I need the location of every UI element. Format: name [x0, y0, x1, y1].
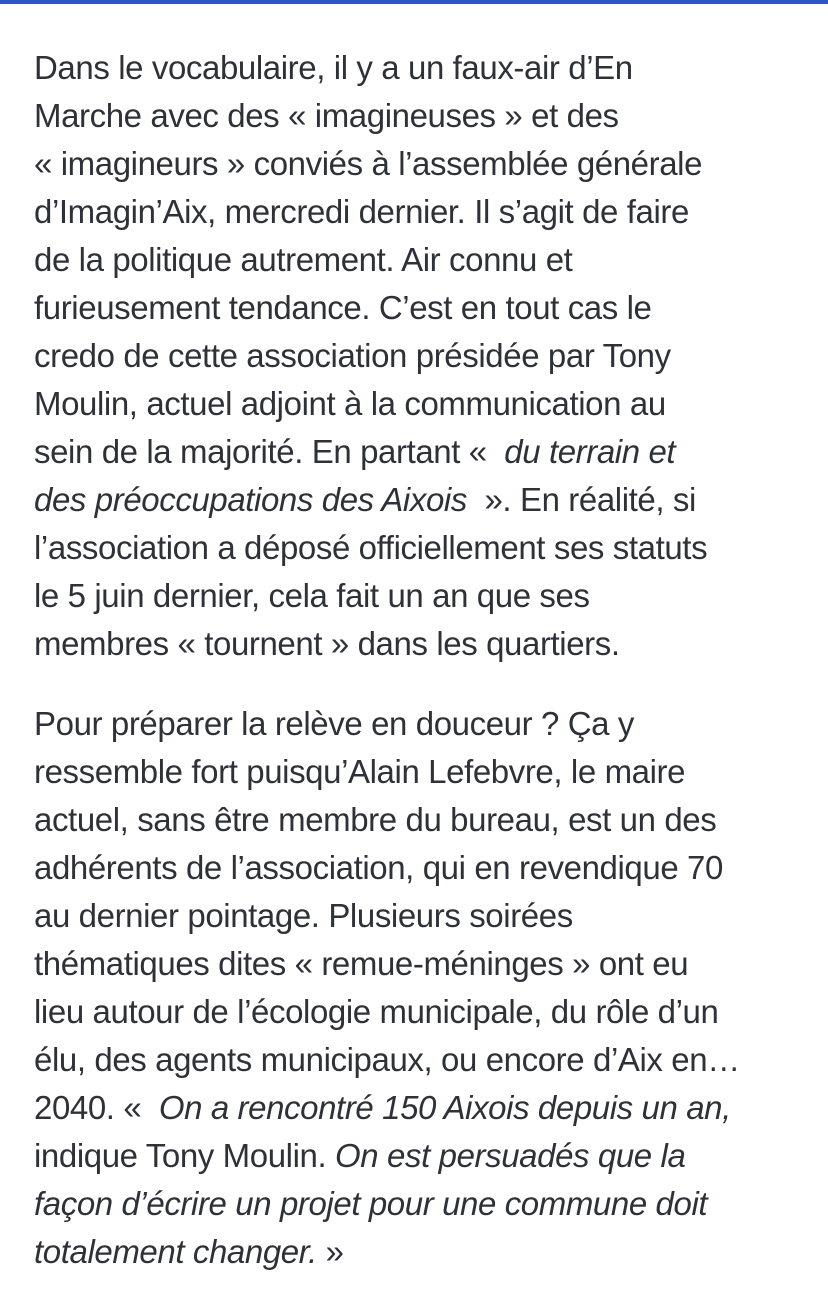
text-line [34, 140, 798, 188]
text-line [34, 844, 798, 892]
italic-segment: du terrain et [495, 433, 676, 470]
text-segment: adhérents de l’association, qui en revendique 70 [34, 849, 723, 886]
italic-segment: On est persuadés que la [335, 1137, 686, 1174]
text-line [34, 1036, 798, 1084]
text-line [34, 236, 798, 284]
text-line [34, 524, 798, 572]
text-segment: ressemble fort puisqu’Alain Lefebvre, le maire [34, 753, 686, 790]
text-segment: au dernier pointage. Plusieurs soirées [34, 897, 573, 934]
top-accent-bar [0, 0, 828, 4]
text-segment: sein de la majorité. En partant « [34, 433, 496, 470]
text-segment: 2040. « [34, 1089, 151, 1126]
text-line [34, 940, 798, 988]
text-segment: » [316, 1233, 344, 1270]
text-line [34, 1132, 798, 1180]
text-segment: l’association a déposé officiellement ses statuts [34, 529, 708, 566]
text-line [34, 284, 798, 332]
text-segment: ». En réalité, si [475, 481, 696, 518]
text-line [34, 748, 798, 796]
text-segment: d’Imagin’Aix, mercredi dernier. Il s’agit de faire [34, 193, 689, 230]
italic-segment: des préoccupations des Aixois [34, 481, 476, 518]
text-segment: lieu autour de l’écologie municipale, du rôle d’un [34, 993, 719, 1030]
text-segment: le 5 juin dernier, cela fait un an que ses [34, 577, 590, 614]
text-segment: Moulin, actuel adjoint à la communication au [34, 385, 666, 422]
article-body [34, 44, 798, 1276]
text-line [34, 332, 798, 380]
text-line [34, 988, 798, 1036]
italic-segment: totalement changer. [34, 1233, 317, 1270]
text-segment: Dans le vocabulaire, il y a un faux-air d’En [34, 49, 633, 86]
text-line [34, 700, 798, 748]
text-line [34, 44, 798, 92]
text-line [34, 188, 798, 236]
text-segment: élu, des agents municipaux, ou encore d’Aix en… [34, 1041, 740, 1078]
text-segment: furieusement tendance. C’est en tout cas le [34, 289, 652, 326]
article-paragraph [34, 700, 798, 1276]
text-segment: thématiques dites « remue-méninges » ont eu [34, 945, 689, 982]
text-line [34, 1180, 798, 1228]
text-line [34, 620, 798, 668]
text-line [34, 92, 798, 140]
text-segment: Marche avec des « imagineuses » et des [34, 97, 619, 134]
text-segment: credo de cette association présidée par Tony [34, 337, 671, 374]
italic-segment: façon d’écrire un projet pour une commune doit [34, 1185, 708, 1222]
text-segment: actuel, sans être membre du bureau, est un des [34, 801, 717, 838]
text-line [34, 572, 798, 620]
text-line [34, 476, 798, 524]
text-segment: de la politique autrement. Air connu et [34, 241, 573, 278]
italic-segment: On a rencontré 150 Aixois depuis un an, [150, 1089, 731, 1126]
text-line [34, 1084, 798, 1132]
text-line [34, 796, 798, 844]
text-line [34, 892, 798, 940]
text-line [34, 380, 798, 428]
text-segment: Pour préparer la relève en douceur ? Ça y [34, 705, 634, 742]
text-line [34, 1228, 798, 1276]
text-line [34, 428, 798, 476]
text-segment: « imagineurs » conviés à l’assemblée générale [34, 145, 703, 182]
text-segment: membres « tournent » dans les quartiers. [34, 625, 620, 662]
text-segment: indique Tony Moulin. [34, 1137, 336, 1174]
article-paragraph [34, 44, 798, 668]
